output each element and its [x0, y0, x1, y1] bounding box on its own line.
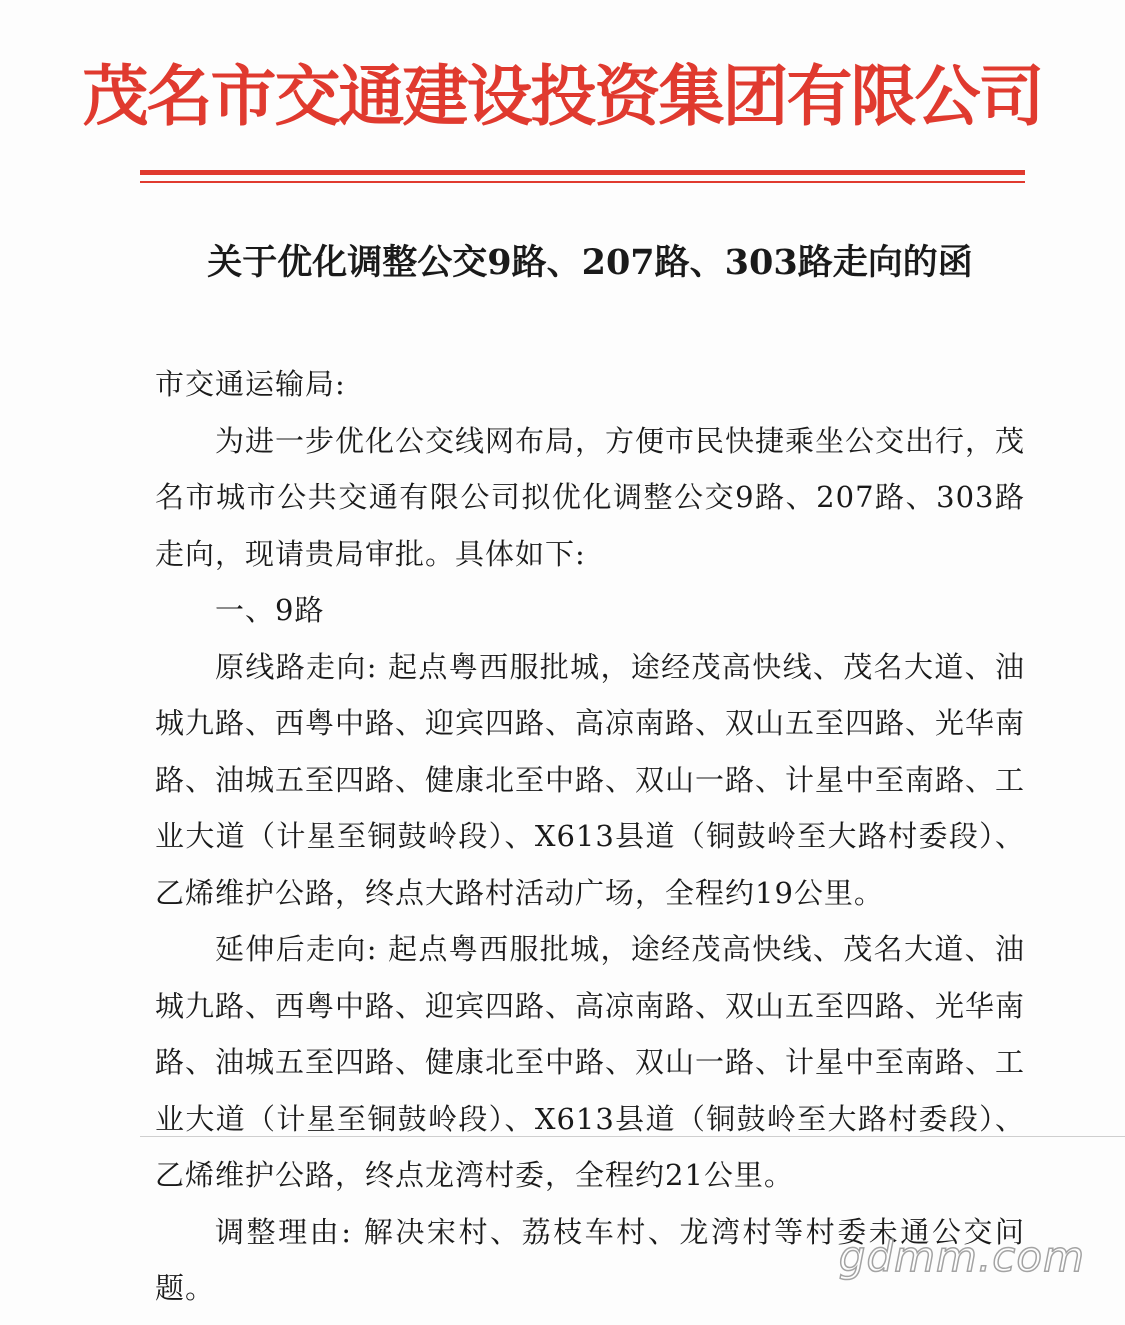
document-title: 关于优化调整公交9路、207路、303路走向的函 [207, 242, 973, 283]
intro-paragraph: 为进一步优化公交线网布局，方便市民快捷乘坐公交出行，茂名市城市公共交通有限公司拟优化调整公交9路、207路、303路走向，现请贵局审批。具体如下: [155, 423, 1026, 571]
letterhead-red-rule-thick [140, 170, 1025, 175]
document-body [155, 356, 1025, 1317]
recipient-line: 市交通运输局: [155, 367, 346, 401]
section-heading: 一、9路 [215, 593, 325, 627]
letterhead-red-rule-thin [140, 181, 1025, 183]
letterhead-org-name: 茂名市交通建设投资集团有限公司 [82, 57, 1043, 135]
scan-fold-line [140, 1136, 1125, 1137]
reason-paragraph: 调整理由: 解决宋村、荔枝车村、龙湾村等村委未通公交问题。 [155, 1214, 1025, 1305]
original-route-paragraph: 原线路走向: 起点粤西服批城，途经茂高快线、茂名大道、油城九路、西粤中路、迎宾四路、高凉南路、双山五至四路、光华南路、油城五至四路、健康北至中路、双山一路、计星中至南路、工业大道（计星至铜鼓岭段）、X613县道（铜鼓岭至大路村委段）、乙烯维护公路，终点大路村活动广场，全程约19公里。 [155, 649, 1026, 910]
extended-route-paragraph: 延伸后走向: 起点粤西服批城，途经茂高快线、茂名大道、油城九路、西粤中路、迎宾四路、高凉南路、双山五至四路、光华南路、油城五至四路、健康北至中路、双山一路、计星中至南路、工业大道（计星至铜鼓岭段）、X613县道（铜鼓岭至大路村委段）、乙烯维护公路，终点龙湾村委，全程约21公里。 [155, 932, 1026, 1192]
watermark-logo: gdmm.com [838, 1232, 1085, 1281]
